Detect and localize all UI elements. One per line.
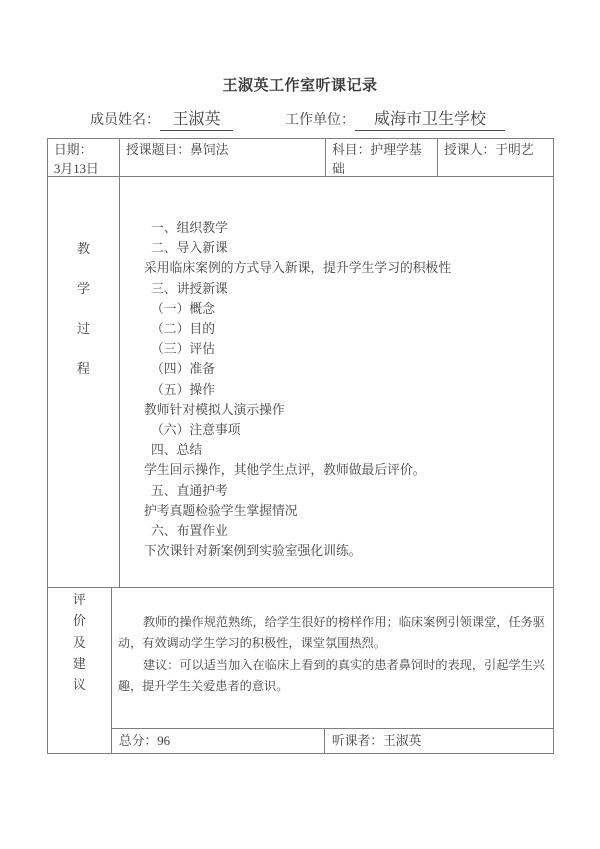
member-name-value: 王淑英 <box>160 106 233 131</box>
work-unit-label: 工作单位： <box>285 113 355 128</box>
topic-value: 鼻饲法 <box>189 143 229 157</box>
process-row-label: 教学过程 <box>76 241 90 376</box>
process-line: 护考真题检验学生掌握情况 <box>144 503 298 518</box>
observer-label: 听课者： <box>331 733 383 748</box>
process-line: 采用临床案例的方式导入新课，提升学生学习的积极性 <box>144 261 452 276</box>
subject-label: 科目： <box>332 143 371 157</box>
process-line: 四、总结 <box>151 443 203 458</box>
process-line: （五）操作 <box>151 382 215 397</box>
process-line: （一）概念 <box>151 301 215 316</box>
member-name-label: 成员姓名： <box>90 113 160 128</box>
evaluation-row <box>48 588 553 753</box>
evaluation-row-label-cell <box>48 588 112 753</box>
evaluation-content-cell <box>112 588 553 729</box>
score-row <box>112 729 553 753</box>
process-line: （三）评估 <box>151 342 215 357</box>
evaluation-row-label: 评价及建议 <box>72 592 86 693</box>
date-value: 3月13日 <box>54 162 99 176</box>
process-line: 下次课针对新案例到实验室强化训练。 <box>144 544 362 559</box>
process-line: （四）准备 <box>151 362 215 377</box>
subject-value: 护理学基础 <box>332 143 422 176</box>
table-header-row <box>48 139 553 177</box>
total-score-value: 96 <box>157 733 170 748</box>
process-line: 一、组织教学 <box>151 221 228 235</box>
process-line: 学生回示操作，其他学生点评，教师做最后评价。 <box>144 463 426 478</box>
work-unit-value: 威海市卫生学校 <box>355 106 505 131</box>
evaluation-line: 动，有效调动学生学习的积极性，课堂氛围热烈。 <box>117 636 386 651</box>
date-cell <box>48 139 120 176</box>
observer-value: 王淑英 <box>383 733 422 748</box>
topic-label: 授课题目： <box>126 143 190 157</box>
page-title: 王淑英工作室听课记录 <box>222 78 378 94</box>
evaluation-line: 趣，提升学生关爱患者的意识。 <box>117 679 289 694</box>
evaluation-right-stack <box>112 588 553 753</box>
observation-record-table <box>47 138 554 754</box>
subject-cell <box>326 139 438 176</box>
process-line: （二）目的 <box>151 322 215 337</box>
process-line: （六）注意事项 <box>151 423 241 438</box>
evaluation-line: 教师的操作规范熟练，给学生很好的榜样作用；临床案例引领课堂，任务驱 <box>142 615 545 629</box>
evaluation-line: 建议：可以适当加入在临床上看到的真实的患者鼻饲时的表现，引起学生兴 <box>142 657 545 672</box>
lecturer-cell <box>438 139 553 176</box>
member-info-line <box>90 106 505 131</box>
process-line: 五、直通护考 <box>151 483 228 498</box>
topic-cell <box>120 139 326 176</box>
process-line: 教师针对模拟人演示操作 <box>144 402 285 417</box>
process-line: 三、讲授新课 <box>151 281 228 296</box>
total-score-label: 总分： <box>118 733 158 748</box>
teaching-process-row <box>48 177 553 588</box>
lecturer-label: 授课人： <box>444 143 496 157</box>
date-label: 日期： <box>54 143 93 157</box>
lecturer-value: 于明艺 <box>495 143 534 157</box>
process-row-label-cell <box>48 177 120 587</box>
process-line: 二、导入新课 <box>151 241 228 256</box>
total-score-cell <box>112 729 325 753</box>
process-line: 六、布置作业 <box>151 524 228 539</box>
process-content-cell <box>120 177 553 587</box>
observer-cell <box>325 729 553 753</box>
